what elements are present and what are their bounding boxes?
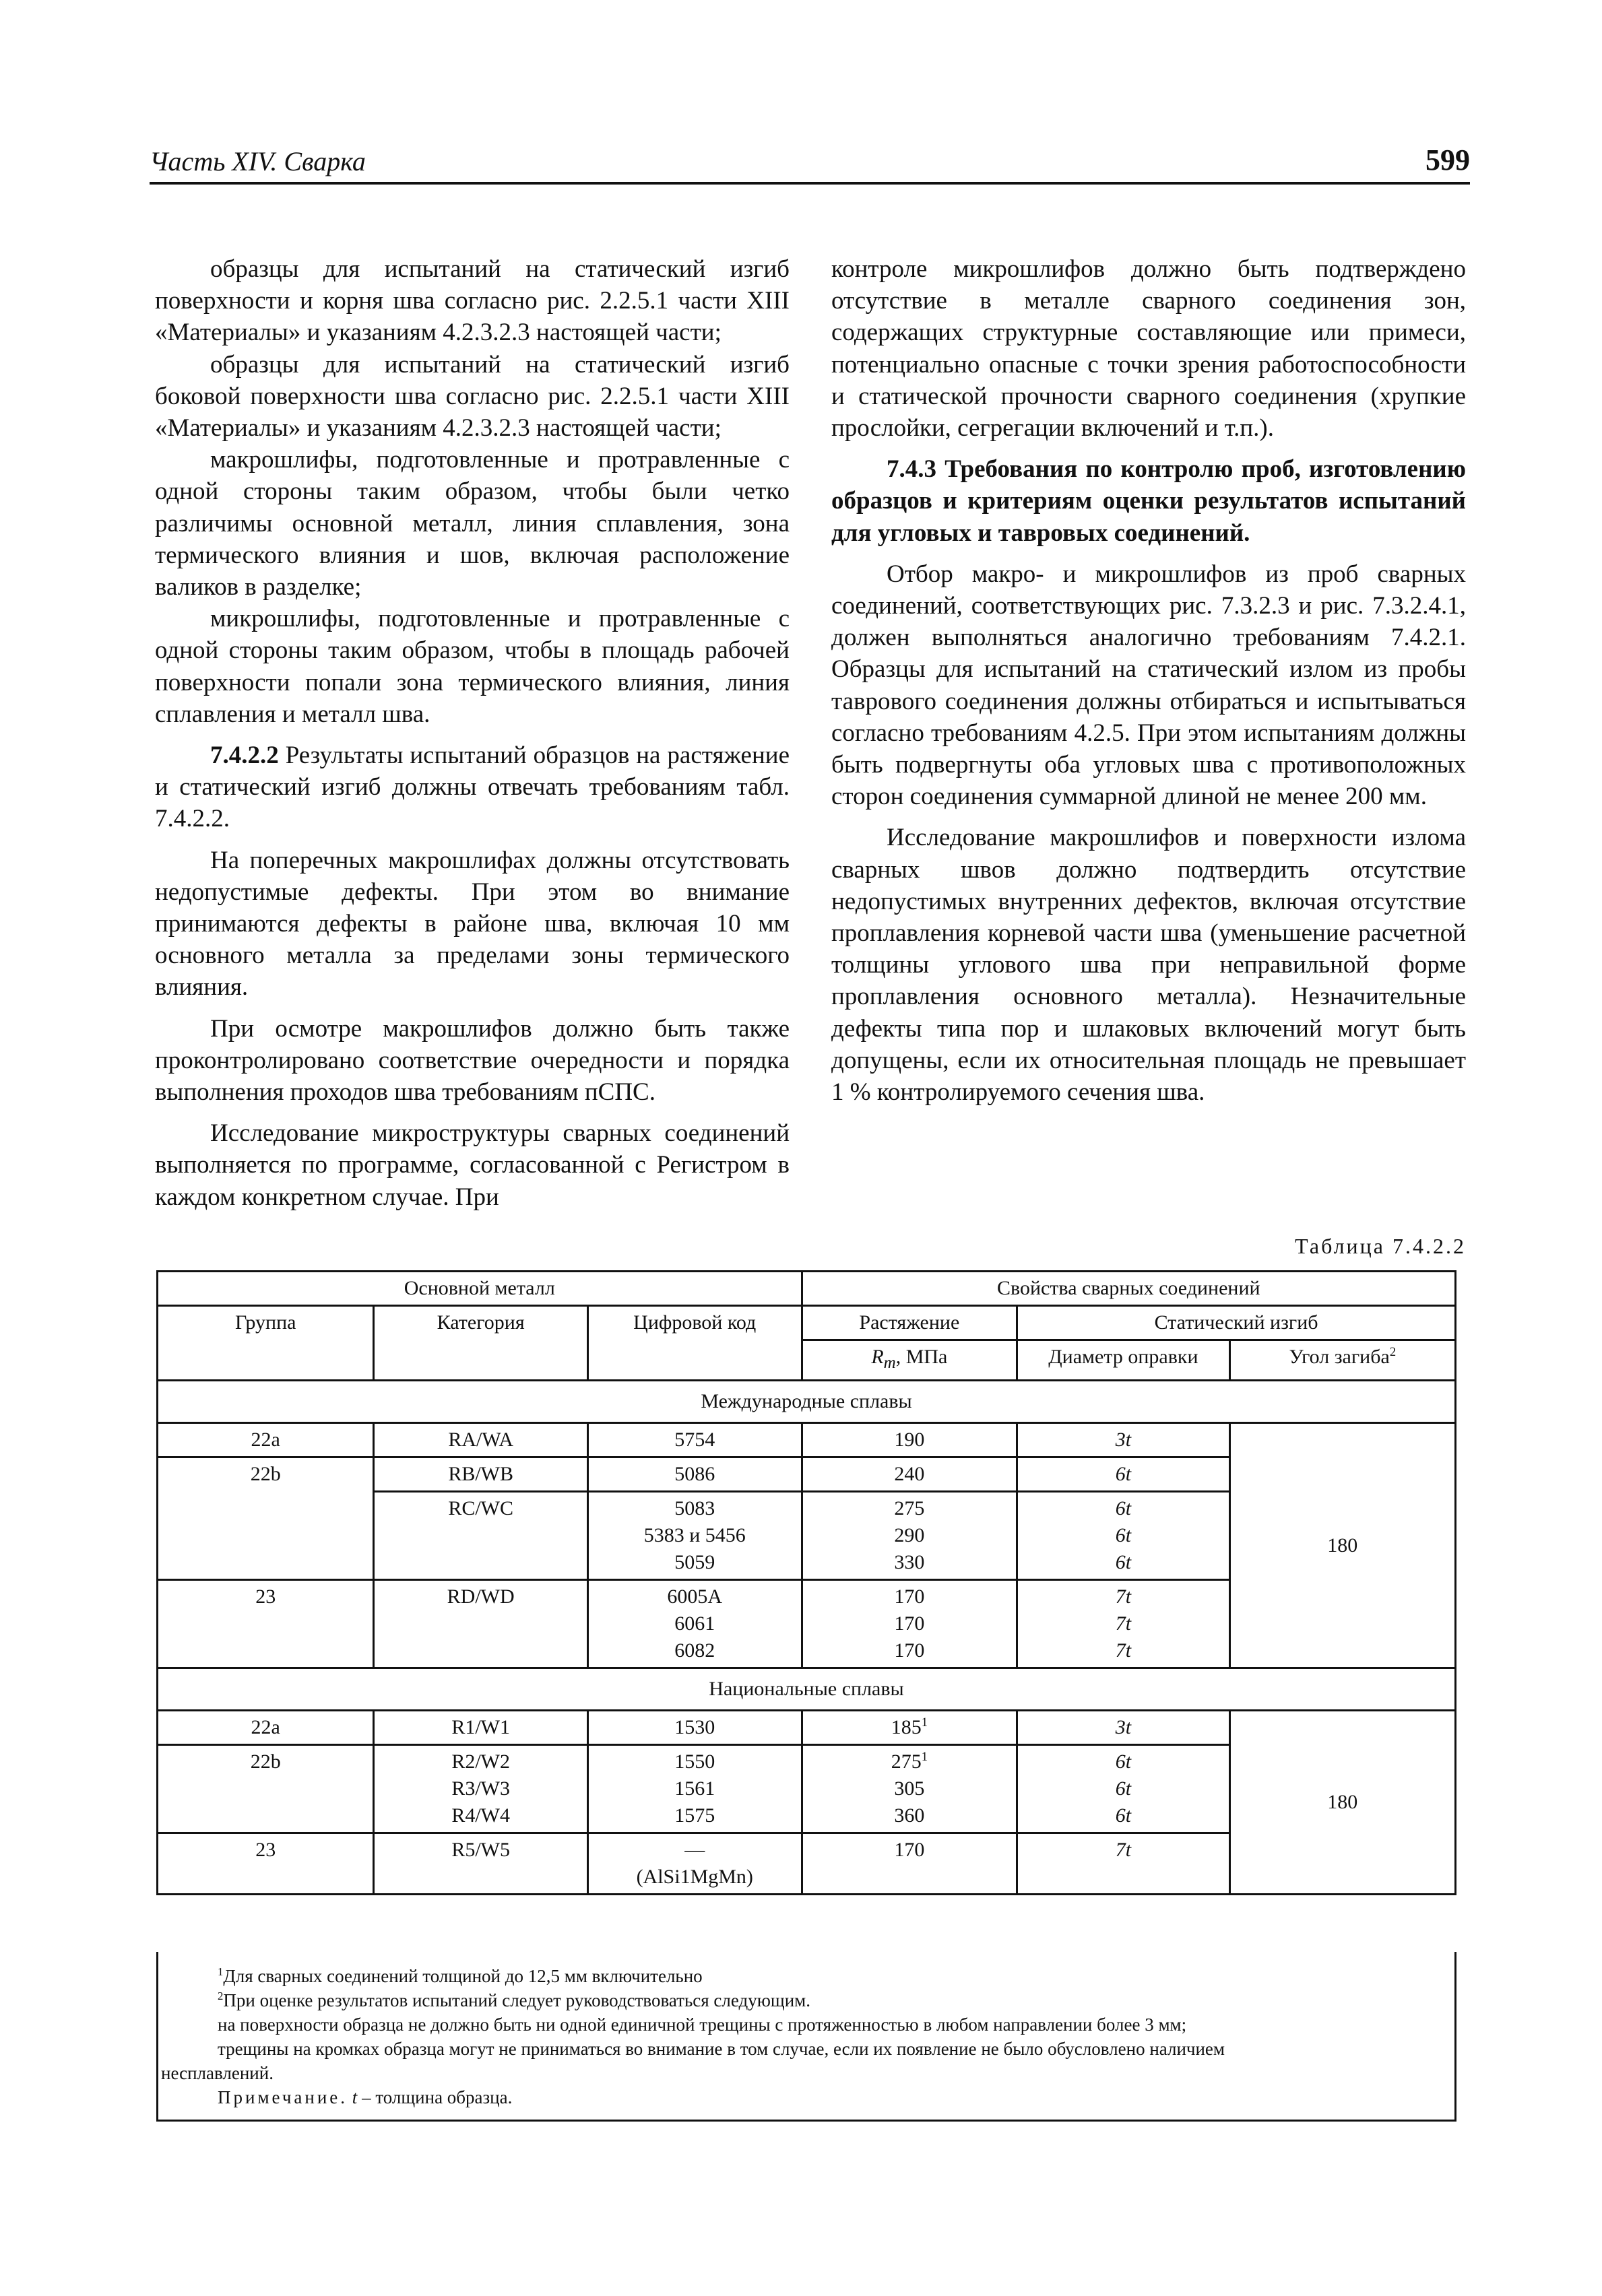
footnote-1: $^1$Для сварных соединений толщиной до 12,5 мм включительно <box>218 1965 703 1986</box>
header-group: Группа <box>158 1306 374 1381</box>
paragraph: образцы для испытаний на статический изгиб поверхности и корня шва согласно рис. 2.2.5.1 части XIII «Материалы» и указаниям 4.2.3.2.3 настоящей части; <box>155 255 790 347</box>
bend-angle-international: 180 <box>1229 1423 1455 1668</box>
footnote-2b-cont: несплавлений. <box>161 2063 274 2083</box>
paragraph: макрошлифы, подготовленные и протравленные с одной стороны таким образом, чтобы были четко различимы основной металл, линия сплавления, зона термического влияния и шов, включая расположение валиков в разделке; <box>155 446 790 601</box>
table-footnotes <box>156 1952 1456 2122</box>
table-note: Примечание. t – толщина образца. <box>218 2087 513 2107</box>
footnote-2a: на поверхности образца не должно быть ни одной единичной трещины с протяженностью в любом направлении более 3 мм; <box>218 2014 1187 2035</box>
page-header <box>150 143 1470 185</box>
table-row: RC/WC 5083 5383 и 5456 5059 275 290 330 6t 6t 6t <box>158 1492 1456 1580</box>
footnote-2b: трещины на кромках образца могут не приниматься во внимание в том случае, если их появление не было обусловлено наличием <box>218 2039 1225 2059</box>
table-header-row <box>158 1272 1456 1306</box>
paragraph: Отбор макро- и микрошлифов из проб сварных соединений, соответствующих рис. 7.3.2.3 и рис. 7.3.2.4.1, должен выполняться аналогично требованиям 7.4.2.1. Образцы для испытаний на статический излом из пробы таврового соединения должны отбираться и испытываться согласно требованиям 4.2.5. При этом испытаниям должны быть подвергнуты оба угловых шва с противоположных сторон соединения суммарной длиной не менее 200 мм. <box>831 560 1466 811</box>
left-column <box>155 253 790 1222</box>
header-mandrel: Диаметр оправки <box>1017 1340 1229 1381</box>
paragraph: На поперечных макрошлифах должны отсутствовать недопустимые дефекты. При этом во внимание принимаются дефекты в районе шва, включая 10 мм основного металла за пределами зоны термического влияния. <box>155 846 790 1002</box>
table-7422 <box>156 1270 1456 1895</box>
clause-number: 7.4.2.2 <box>210 742 279 770</box>
heading-743: 7.4.3 Требования по контролю проб, изготовлению образцов и критериям оценки результатов испытаний для угловых и тавровых соединений. <box>831 455 1466 547</box>
header-base-metal: Основной металл <box>158 1272 802 1306</box>
table-row: 23 R5/W5 — (AlSi1MgMn) 170 7t <box>158 1833 1456 1895</box>
header-code: Цифровой код <box>587 1306 802 1381</box>
section-national: Национальные сплавы <box>158 1668 1456 1711</box>
header-rm: $R_m$, МПа <box>802 1340 1017 1381</box>
paragraph: Исследование микроструктуры сварных соединений выполняется по программе, согласованной с Регистром в каждом конкретном случае. При <box>155 1119 790 1211</box>
paragraph: контроле микрошлифов должно быть подтверждено отсутствие в металле сварного соединения зон, содержащих структурные составляющие или примеси, потенциально опасные с точки зрения работоспособности и статической прочности сварного соединения (хрупкие прослойки, сегрегации включений и т.п.). <box>831 255 1466 442</box>
paragraph: образцы для испытаний на статический изгиб боковой поверхности шва согласно рис. 2.2.5.1 части XIII «Материалы» и указаниям 4.2.3.2.3 настоящей части; <box>155 350 790 442</box>
table-header-row <box>158 1306 1456 1340</box>
table-row: 22a RA/WA 5754 190 3t 180 <box>158 1423 1456 1457</box>
section-international: Международные сплавы <box>158 1381 1456 1423</box>
table-caption: Таблица 7.4.2.2 <box>1295 1234 1466 1258</box>
header-bend: Статический изгиб <box>1017 1306 1456 1340</box>
section-row <box>158 1381 1456 1423</box>
paragraph: При осмотре макрошлифов должно быть также проконтролировано соответствие очередности и порядка выполнения проходов шва требованиям пСПС. <box>155 1014 790 1107</box>
table-row: 23 RD/WD 6005A 6061 6082 170 170 170 7t 7t 7t <box>158 1580 1456 1668</box>
header-tension: Растяжение <box>802 1306 1017 1340</box>
table-row: 22b RB/WB 5086 240 6t <box>158 1457 1456 1492</box>
header-category: Категория <box>374 1306 588 1381</box>
page-number: 599 <box>1425 143 1470 176</box>
section-row <box>158 1668 1456 1711</box>
header-properties: Свойства сварных соединений <box>802 1272 1455 1306</box>
clause-7422 <box>155 740 790 835</box>
clause-text: Результаты испытаний образцов на растяжение и статический изгиб должны отвечать требованиям табл. 7.4.2.2. <box>155 742 790 833</box>
footnote-2: $^2$При оценке результатов испытаний следует руководствоваться следующим. <box>218 1990 810 2010</box>
bend-angle-national: 180 <box>1229 1711 1455 1895</box>
header-angle: Угол загиба$^2$ <box>1229 1340 1455 1381</box>
table-row: 22b R2/W2 R3/W3 R4/W4 1550 1561 1575 $275^1$ 305 360 6t 6t 6t <box>158 1745 1456 1833</box>
paragraph: микрошлифы, подготовленные и протравленные с одной стороны таким образом, чтобы в площадь рабочей поверхности попали зона термического влияния, линия сплавления и металл шва. <box>155 605 790 728</box>
part-title: Часть XIV. Сварка <box>150 146 366 176</box>
paragraph: Исследование макрошлифов и поверхности излома сварных швов должно подтвердить отсутствие недопустимых внутренних дефектов, включая отсутствие проплавления корневой части шва (уменьшение расчетной толщины углового шва при неправильной форме проплавления основного металла). Незначительные дефекты типа пор и шлаковых включений могут быть допущены, если их относительная площадь не превышает 1 % контролируемого сечения шва. <box>831 824 1466 1107</box>
table-row: 22a R1/W1 1530 $185^1$ 3t 180 <box>158 1711 1456 1745</box>
right-column <box>831 253 1466 1117</box>
